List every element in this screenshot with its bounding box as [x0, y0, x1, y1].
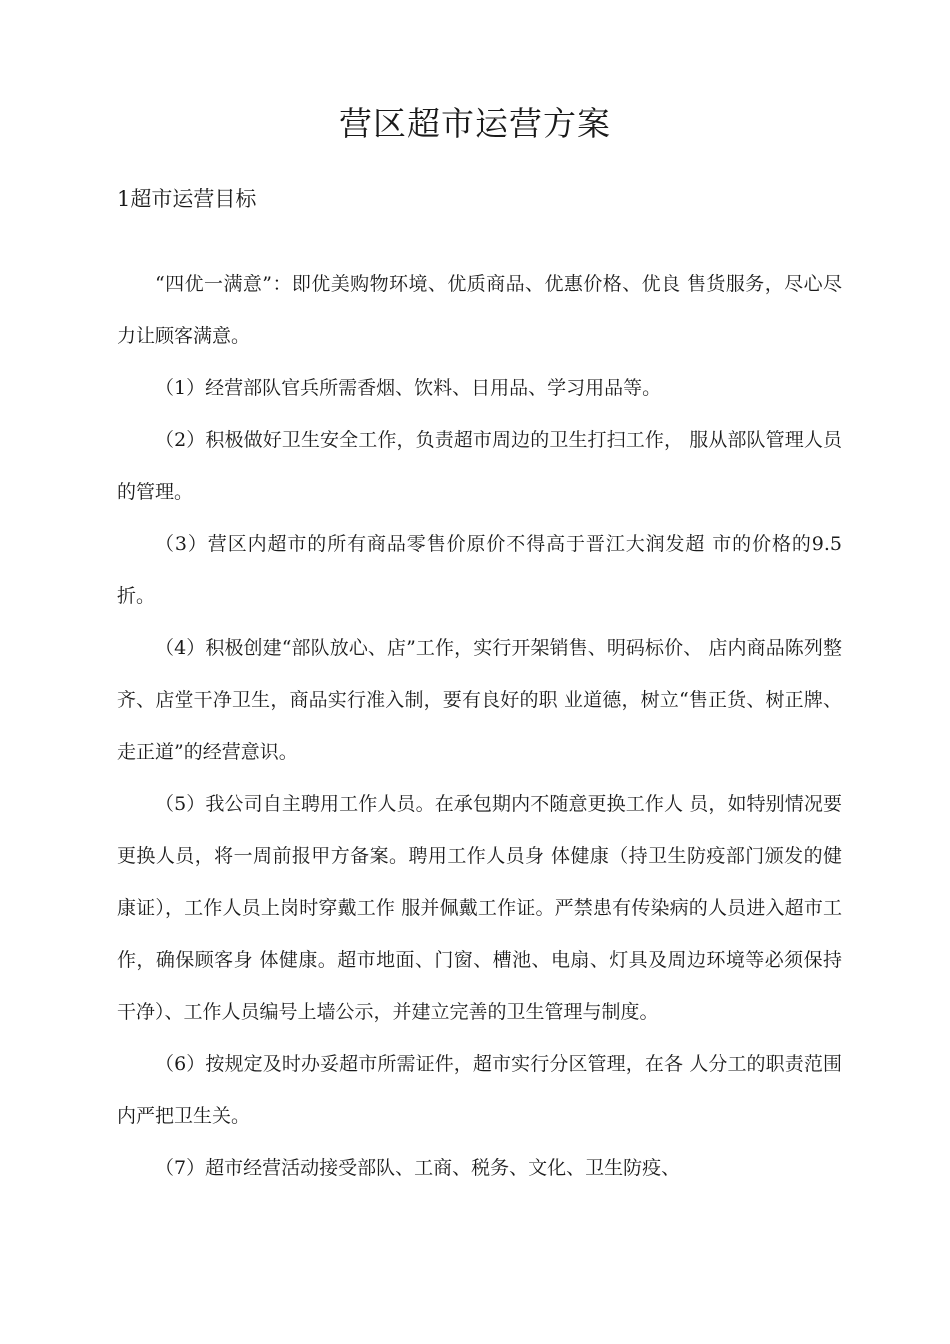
paragraph-item-7: （7）超市经营活动接受部队、工商、税务、文化、卫生防疫、 — [155, 1157, 681, 1179]
section-heading: 1超市运营目标 — [117, 187, 257, 211]
paragraph-item-1: （1）经营部队官兵所需香烟、饮料、日用品、学习用品等。 — [155, 377, 662, 399]
body-text — [117, 258, 842, 1194]
document-title: 营区超市运营方案 — [339, 104, 611, 143]
paragraph-item-5: （5）我公司自主聘用工作人员。在承包期内不随意更换工作人 员，如特别情况要更换人员，将一周前报甲方备案。聘用工作人员身 体健康（持卫生防疫部门颁发的健康证），工作人员上岗时穿戴工作 服并佩戴工作证。严禁患有传染病的人员进入超市工作，确保顾客身 体健康。超市地面、门窗、槽池、电扇、灯具及周边环境等必须保持 干净）、工作人员编号上墙公示，并建立完善的卫生管理与制度。 — [117, 793, 842, 1023]
paragraph-item-2: （2）积极做好卫生安全工作，负责超市周边的卫生打扫工作， 服从部队管理人员的管理。 — [117, 429, 842, 503]
paragraph-item-6: （6）按规定及时办妥超市所需证件，超市实行分区管理，在各 人分工的职责范围内严把卫生关。 — [117, 1053, 842, 1127]
paragraph-intro: “四优一满意”：即优美购物环境、优质商品、优惠价格、优良 售货服务，尽心尽力让顾客满意。 — [117, 273, 842, 347]
paragraph-item-4: （4）积极创建“部队放心、店”工作，实行开架销售、明码标价、 店内商品陈列整齐、店堂干净卫生，商品实行准入制，要有良好的职 业道德，树立“售正货、树正牌、走正道”的经营意识。 — [117, 637, 842, 763]
paragraph-item-3: （3）营区内超市的所有商品零售价原价不得高于晋江大润发超 市的价格的9.5折。 — [117, 533, 842, 607]
